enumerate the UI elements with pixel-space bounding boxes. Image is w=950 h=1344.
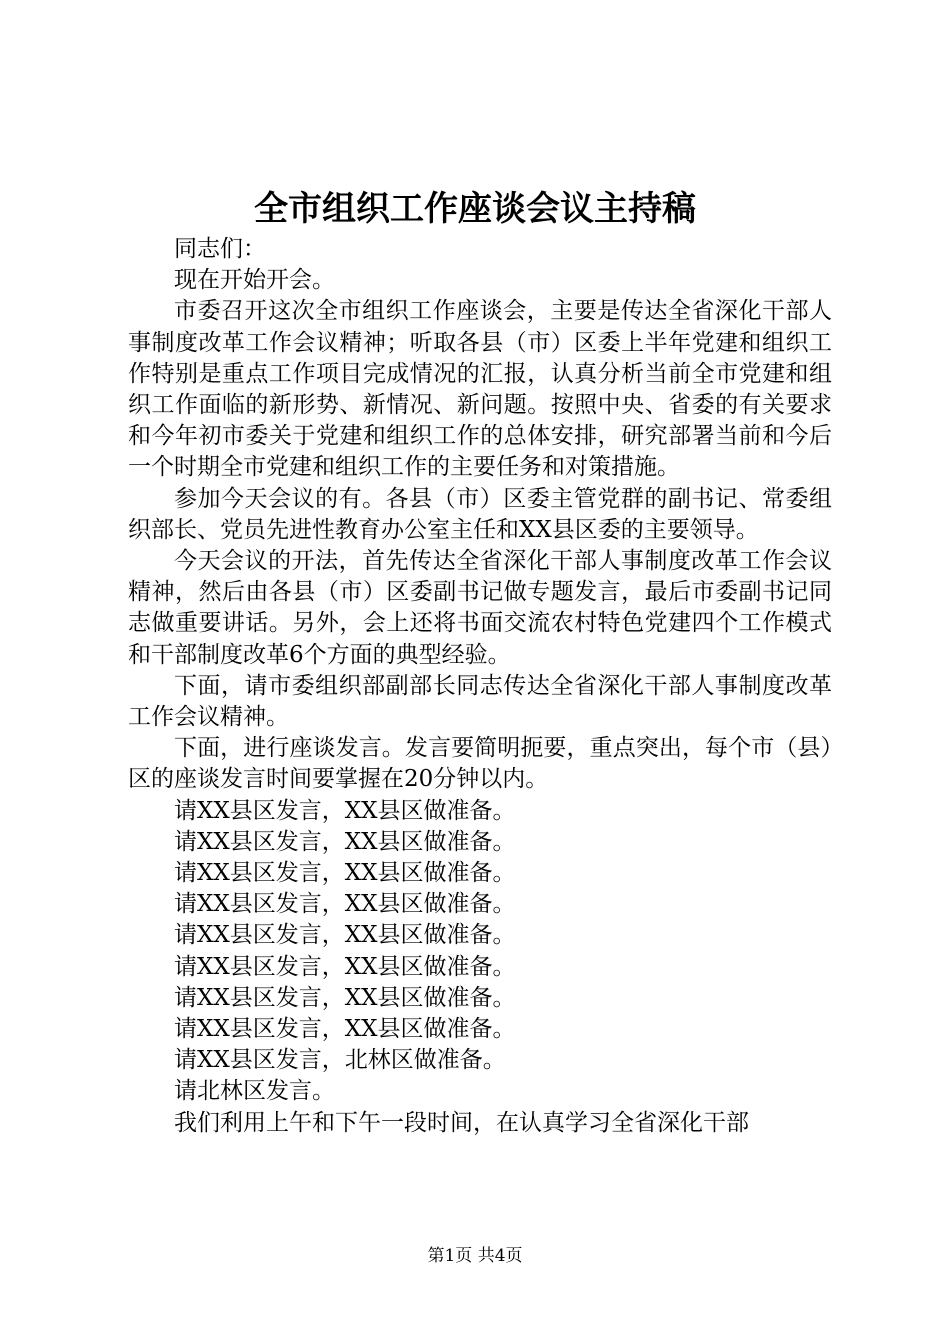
document-title: 全市组织工作座谈会议主持稿 [254,189,696,229]
paragraph-speaker-call: 请XX县区发言，XX县区做准备。 [174,953,516,980]
paragraph-continuation: 我们利用上午和下午一段时间，在认真学习全省深化干部 [174,1109,749,1136]
paragraph-transmission: 下面，请市委组织部副部长同志传达全省深化干部人事制度改革工作会议精神。 [128,672,832,731]
page-footer: 第1页 共4页 [427,1246,523,1266]
paragraph-salutation: 同志们： [174,236,266,262]
paragraph-attendees: 参加今天会议的有。各县（市）区委主管党群的副书记、常委组织部长、党员先进性教育办公室主任和XX县区委的主要领导。 [128,485,832,543]
paragraph-opening: 现在开始开会。 [174,267,335,294]
paragraph-speaker-call: 请XX县区发言，XX县区做准备。 [174,797,516,824]
paragraph-speaker-call: 请XX县区发言，XX县区做准备。 [174,891,516,918]
paragraph-speaker-call: 请XX县区发言，XX县区做准备。 [174,1016,516,1043]
paragraph-speaker-call: 请XX县区发言，北林区做准备。 [174,1047,506,1074]
paragraph-discussion: 下面，进行座谈发言。发言要简明扼要，重点突出，每个市（县）区的座谈发言时间要掌握在20分钟以内。 [128,735,832,793]
paragraph-speaker-call-final: 请北林区发言。 [174,1078,335,1105]
paragraph-agenda: 今天会议的开法，首先传达全省深化干部人事制度改革工作会议精神，然后由各县（市）区委副书记做专题发言，最后市委副书记同志做重要讲话。另外，会上还将书面交流农村特色党建四个工作模式和干部制度改革6个方面的典型经验。 [128,548,832,668]
paragraph-speaker-call: 请XX县区发言，XX县区做准备。 [174,984,516,1011]
document-body [128,234,832,1139]
paragraph-speaker-call: 请XX县区发言，XX县区做准备。 [174,860,516,887]
paragraph-speaker-call: 请XX县区发言，XX县区做准备。 [174,922,516,949]
paragraph-purpose: 市委召开这次全市组织工作座谈会，主要是传达全省深化干部人事制度改革工作会议精神；听取各县（市）区委上半年党建和组织工作特别是重点工作项目完成情况的汇报，认真分析当前全市党建和组织工作面临的新形势、新情况、新问题。按照中央、省委的有关要求和今年初市委关于党建和组织工作的总体安排，研究部署当前和今后一个时期全市党建和组织工作的主要任务和对策措施。 [128,298,832,481]
paragraph-speaker-call: 请XX县区发言，XX县区做准备。 [174,828,516,855]
